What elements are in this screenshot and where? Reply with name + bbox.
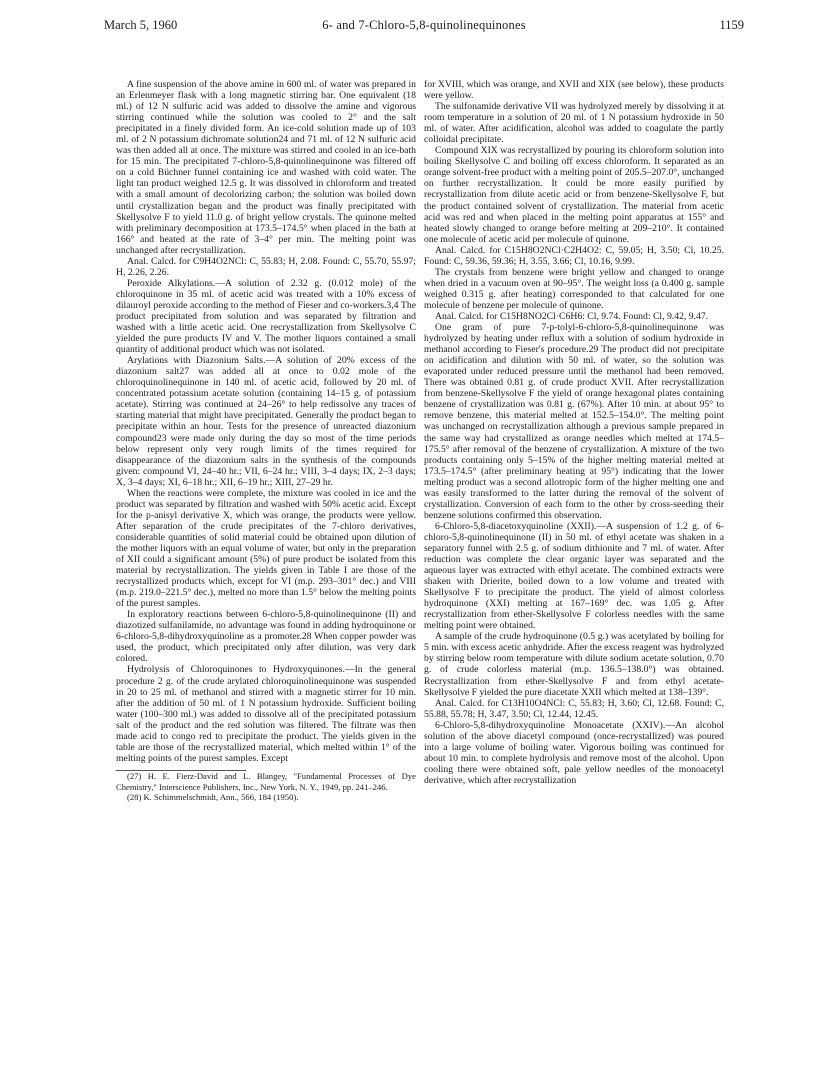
paragraph: Anal. Calcd. for C9H4O2NCl: C, 55.83; H, 2.08. Found: C, 55.70, 55.97; H, 2.26, 2.26. xyxy=(116,255,416,278)
paragraph: 6-Chloro-5,8-diacetoxyquinoline (XXII).—A suspension of 1.2 g. of 6-chloro-5,8-quinolinequinone (II) in 50 ml. of ethyl acetate was shaken in a separatory funnel with 2.5 g. of sodium dithionite and 7 ml. of water. After reduction was complete the clear organic layer was separated and the aqueous layer was extracted with ethyl acetate. The combined extracts were shaken with Drierite, boiled down to a low volume and treated with Skellysolve F to precipitate the product. The yield of almost colorless hydroquinone (XXI) melting at 167–169° dec. was 1.05 g. After recrystallization from ether-Skellysolve F colorless needles with the same melting point were obtained. xyxy=(424,520,724,632)
paragraph: Anal. Calcd. for C15H8O2NCl·C2H4O2: C, 59.05; H, 3.50; Cl, 10.25. Found: C, 59.36, 59.36; H, 3.55, 3.66; Cl, 10.16, 9.99. xyxy=(424,244,724,267)
paragraph: Hydrolysis of Chloroquinones to Hydroxyquinones.—In the general procedure 2 g. of the crude arylated chloroquinolinequinone was suspended in 20 to 25 ml. of methanol and stirred with a magnetic stirrer for 10 min. after the addition of 50 ml. of 1 N potassium hydroxide. Sufficient boiling water (100–300 ml.) was added to dissolve all of the precipitated potassium salt of the product and the red solution was filtered. The filtrate was then made acid to congo red to precipitate the product. The yields given in the table are those of the recrystallized material, which melted within 1° of the melting points of the purest samples. Except xyxy=(116,664,416,764)
paragraph: for XVIII, which was orange, and XVII and XIX (see below), these products were yellow. xyxy=(424,79,724,102)
header-page-number: 1159 xyxy=(719,18,744,32)
footnotes xyxy=(116,771,416,803)
header-title: 6- and 7-Chloro-5,8-quinolinequinones xyxy=(322,18,526,32)
paragraph: One gram of pure 7-p-tolyl-6-chloro-5,8-quinolinequinone was hydrolyzed by heating under reflux with a solution of sodium hydroxide in methanol according to Fieser's procedure.29 The product did not precipitate on acidification and dilution with 50 ml. of water, so the solution was evaporated under reduced pressure until the methanol had been removed. There was obtained 0.81 g. of crude product XVII. After recrystallization from benzene-Skellysolve F the yield of orange hexagonal plates containing benzene of crystallization was 0.81 g. (67%). After 10 min. at about 95° to remove benzene, this material melted at 152.5–154.0°. The melting point was unchanged on recrystallization although a previous sample prepared in the same way had crystallized as orange needles which melted at 174.5–175.5° after removal of the benzene of crystallization. A mixture of the two products containing only 5–15% of the higher melting material melted at 173.5–174.5° (after preliminary heating at 95°) indicating that the lower melting product was a second allotropic form of the higher melting one and was easily transformed to the latter during the removal of the solvent of crystallization. Conversion of each form to the other by cross-seeding their benzene solutions confirmed this observation. xyxy=(424,322,724,521)
paragraph: Anal. Calcd. for C13H10O4NCl: C, 55.83; H, 3.60; Cl, 12.68. Found: C, 55.88, 55.78; H, 3.47, 3.50; Cl, 12.44, 12.45. xyxy=(424,697,724,720)
right-column xyxy=(424,79,724,786)
paragraph: A sample of the crude hydroquinone (0.5 g.) was acetylated by boiling for 5 min. with excess acetic anhydride. After the excess reagent was hydrolyzed by stirring below room temperature with dilute sodium acetate solution, 0.70 g. of crude colorless material (m.p. 136.5–138.0°) was obtained. Recrystallization from ether-Skellysolve F and from ethyl acetate-Skellysolve F yielded the pure diacetate XXII which melted at 138–139°. xyxy=(424,631,724,698)
paragraph: The crystals from benzene were bright yellow and changed to orange when dried in a vacuum oven at 90–95°. The weight loss (a 0.400 g. sample weighed 0.315 g. after heating) corresponded to that calculated for one molecule of benzene per molecule of quinone. xyxy=(424,266,724,311)
paragraph: When the reactions were complete, the mixture was cooled in ice and the product was separated by filtration and washed with 50% acetic acid. Except for the p-anisyl derivative X, which was orange, the products were yellow. After separation of the crude precipitates of the 7-chloro derivatives, considerable quantities of solid material could be obtained upon dilution of the mother liquors with an equal volume of water, but only in the preparation of XII could a significant amount (5%) of pure product be isolated from this material by recrystallization. The yields given in Table I are those of the recrystallized products which, except for VI (m.p. 293–301° dec.) and VIII (m.p. 219.0–221.5° dec.), melted no more than 1.5° below the melting points of the purest samples. xyxy=(116,487,416,610)
footnote: (28) K. Schimmelschmidt, Ann., 566, 184 (1950). xyxy=(127,792,299,803)
paragraph: The sulfonamide derivative VII was hydrolyzed merely by dissolving it at room temperature in a solution of 20 ml. of 1 N potassium hydroxide in 50 ml. of water. After acidification, alcohol was added to coagulate the partly colloidal precipitate. xyxy=(424,101,724,146)
left-column xyxy=(116,79,416,803)
header-date: March 5, 1960 xyxy=(104,18,178,32)
paragraph: Anal. Calcd. for C15H8NO2Cl·C6H6: Cl, 9.74. Found: Cl, 9.42, 9.47. xyxy=(435,310,709,322)
footnote: (27) H. E. Fierz-David and L. Blangey, "Fundamental Processes of Dye Chemistry," Interscience Publishers, Inc., New York, N. Y., 1949, pp. 241–246. xyxy=(116,770,416,792)
paragraph: Arylations with Diazonium Salts.—A solution of 20% excess of the diazonium salt27 was added all at once to 0.02 mole of the chloroquinolinequinone in 140 ml. of acetic acid, followed by 20 ml. of concentrated potassium acetate solution (containing 14–15 g. of potassium acetate). Stirring was continued at 24–26° to help redissolve any traces of starting material that might have precipitated. Generally the product began to precipitate within an hour. Tests for the presence of unreacted diazonium compound23 were made only during the day so most of the time periods below represent only very rough limits of the times required for disappearance of the diazonium salts in the synthesis of the compounds given: compound VI, 24–40 hr.; VII, 6–24 hr.; VIII, 3–4 days; IX, 2–3 days; X, 3–4 days; XI, 6–18 hr.; XII, 6–19 hr.; XIII, 27–29 hr. xyxy=(116,355,416,488)
page-header xyxy=(104,18,744,36)
paragraph: Peroxide Alkylations.—A solution of 2.32 g. (0.012 mole) of the chloroquinone in 35 ml. of acetic acid was treated with a 10% excess of dilauroyl peroxide according to the method of Fieser and co-workers.3,4 The product precipitated from solution and was separated by filtration and washed with a little acetic acid. One recrystallization from Skellysolve C yielded the pure products IV and V. The mother liquors contained a small quantity of additional product which was not isolated. xyxy=(116,277,416,356)
paragraph: A fine suspension of the above amine in 600 ml. of water was prepared in an Erlenmeyer flask with a long magnetic stirring bar. One equivalent (18 ml.) of 12 N sulfuric acid was added to dissolve the amine and vigorous stirring continued while the solution was cooled to 2° and the salt precipitated in a finely divided form. An ice-cold solution made up of 103 ml. of 2 N potassium dichromate solution24 and 71 ml. of 12 N sulfuric acid was then added all at once. The mixture was stirred and cooled in an ice-bath for 15 min. The precipitated 7-chloro-5,8-quinolinequinone was filtered off on a cold Büchner funnel containing ice and washed with cold water. The light tan product weighed 12.5 g. It was dissolved in chloroform and treated with a small amount of decolorizing carbon; the solution was boiled down until crystallization began and the product was finally precipitated with Skellysolve F to yield 11.0 g. of bright yellow crystals. The quinone melted with preliminary decomposition at 173.5–174.5° when placed in the bath at 166° and heated at the rate of 3–4° per min. The melting point was unchanged after recrystallization. xyxy=(116,79,416,256)
paragraph: Compound XIX was recrystallized by pouring its chloroform solution into boiling Skellysolve C and boiling off excess chloroform. It separated as an orange solvent-free product with a melting point of 205.5–207.0°, unchanged on further recrystallization. It could be more easily purified by recrystallization from dilute acetic acid or from benzene-Skellysolve F, but the product contained solvent of crystallization. The material from acetic acid was red and when placed in the melting point apparatus at 155° and heated slowly changed to orange before melting at 209–210°. It contained one molecule of acetic acid per molecule of quinone. xyxy=(424,145,724,245)
paragraph: 6-Chloro-5,8-dihydroxyquinoline Monoacetate (XXIV).—An alcohol solution of the above diacetyl compound (once-recrystallized) was poured into a large volume of boiling water. Vigorous boiling was continued for about 10 min. to complete hydrolysis and remove most of the alcohol. Upon cooling there were obtained soft, pale yellow needles of the monoacetyl derivative, which after recrystallization xyxy=(424,719,724,786)
paragraph: In exploratory reactions between 6-chloro-5,8-quinolinequinone (II) and diazotized sulfanilamide, no advantage was found in adding hydroquinone or 6-chloro-5,8-dihydroxyquinoline as a promoter.28 When copper powder was used, the product, which precipitated only after dilution, was very dark colored. xyxy=(116,609,416,665)
